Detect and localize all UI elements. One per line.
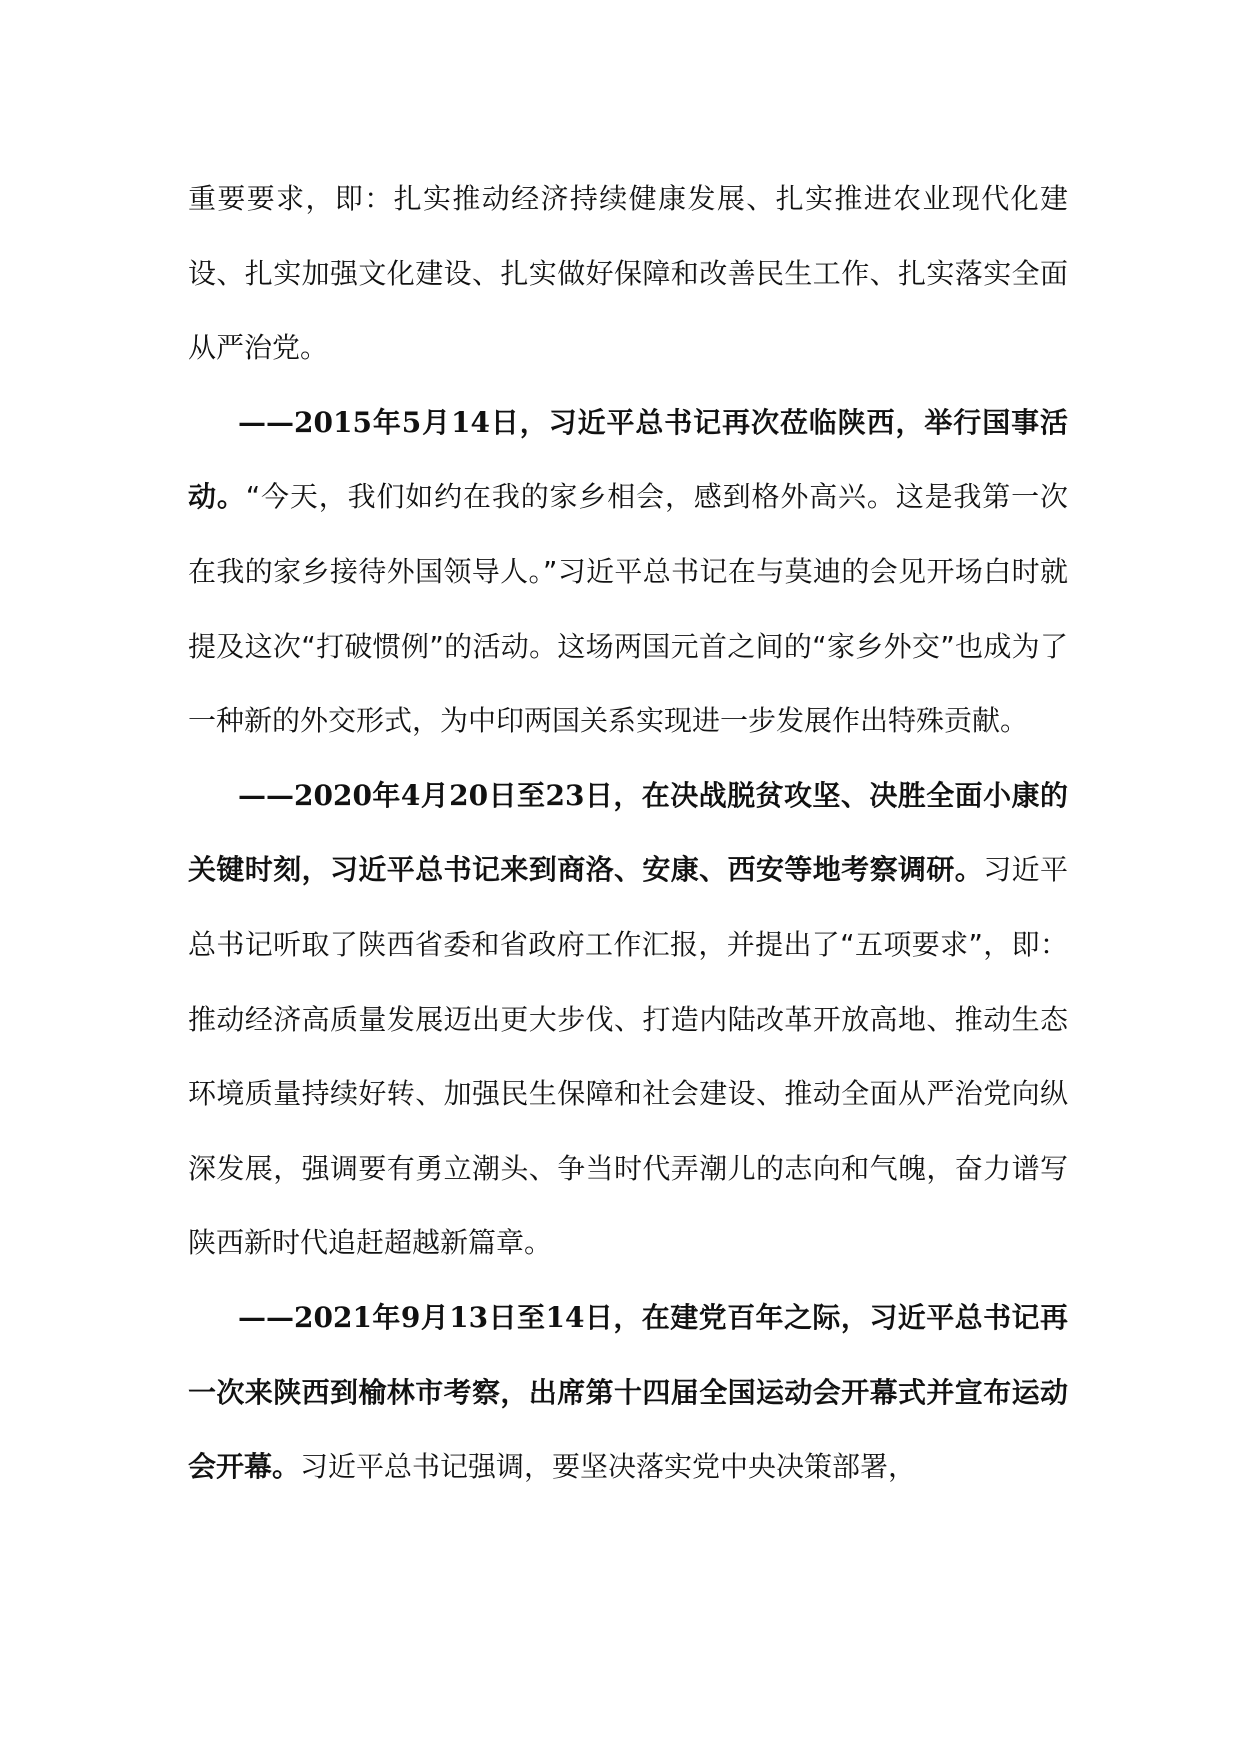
paragraph-bold-lead: ——2015年5月14日，习近平总书记再次莅临陕西，举行国事活动。 <box>188 405 1068 514</box>
paragraph-bold-lead: ——2020年4月20日至23日，在决战脱贫攻坚、决胜全面小康的关键时刻，习近平总书记来到商洛、安康、西安等地考察调研。 <box>188 778 1068 887</box>
paragraph-2021-visit <box>188 1281 1068 1505</box>
paragraph-2015-visit <box>188 386 1068 759</box>
paragraph-text: “今天，我们如约在我的家乡相会，感到格外高兴。这是我第一次在我的家乡接待外国领导人。”习近平总书记在与莫迪的会见开场白时就提及这次“打破惯例”的活动。这场两国元首之间的“家乡外交”也成为了一种新的外交形式，为中印两国关系实现进一步发展作出特殊贡献。 <box>188 480 1068 738</box>
paragraph-requirements-tail <box>188 162 1068 386</box>
paragraph-text: 习近平总书记强调，要坚决落实党中央决策部署， <box>300 1450 917 1484</box>
paragraph-text: 重要要求，即：扎实推动经济持续健康发展、扎实推进农业现代化建设、扎实加强文化建设、扎实做好保障和改善民生工作、扎实落实全面从严治党。 <box>188 182 1068 365</box>
paragraph-2020-visit <box>188 759 1068 1281</box>
paragraph-bold-lead: ——2021年9月13日至14日，在建党百年之际，习近平总书记再一次来陕西到榆林市考察，出席第十四届全国运动会开幕式并宣布运动会开幕。 <box>188 1300 1068 1484</box>
paragraph-text: 习近平总书记听取了陕西省委和省政府工作汇报，并提出了“五项要求”，即：推动经济高质量发展迈出更大步伐、打造内陆改革开放高地、推动生态环境质量持续好转、加强民生保障和社会建设、推动全面从严治党向纵深发展，强调要有勇立潮头、争当时代弄潮儿的志向和气魄，奋力谱写陕西新时代追赶超越新篇章。 <box>188 853 1068 1260</box>
document-body <box>188 162 1068 1505</box>
